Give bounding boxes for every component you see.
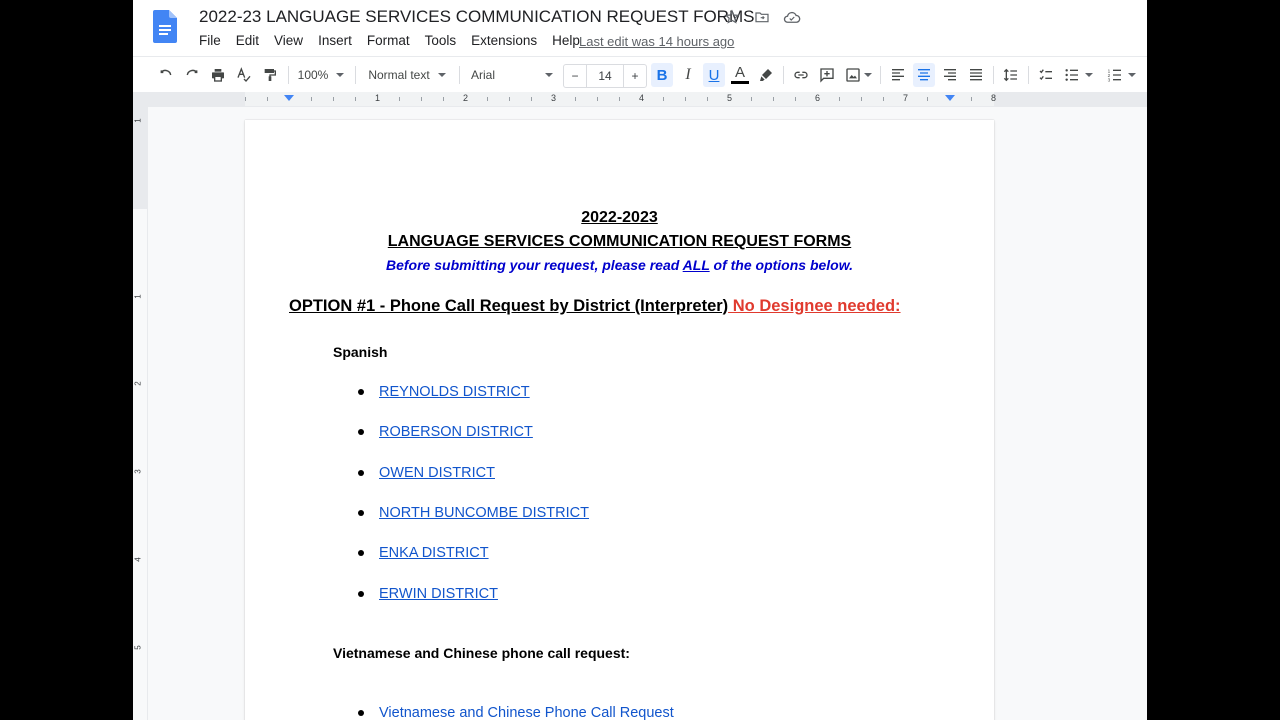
menu-help[interactable]: Help: [552, 33, 580, 48]
ruler-number: 3: [133, 469, 143, 474]
chevron-down-icon: [1085, 73, 1093, 77]
ruler-number: 8: [991, 93, 997, 103]
ruler-number: 2: [133, 381, 143, 386]
ruler-number: 2: [463, 93, 469, 103]
ruler-number: 1: [133, 294, 143, 299]
highlight-icon[interactable]: [755, 63, 777, 87]
document-year-heading: 2022-2023: [581, 209, 658, 226]
add-comment-icon[interactable]: [816, 63, 838, 87]
option-1-title: OPTION #1 - Phone Call Request by District (Interpreter): [289, 297, 729, 315]
list-item: [355, 705, 674, 720]
move-to-folder-icon[interactable]: [753, 8, 771, 26]
ruler-number: 1: [375, 93, 381, 103]
text-color-button[interactable]: [729, 63, 751, 87]
bullet-icon: [358, 710, 364, 716]
title-bar: [133, 0, 1147, 56]
vertical-ruler[interactable]: [133, 106, 148, 720]
ruler-number: 3: [551, 93, 557, 103]
menu-file[interactable]: File: [199, 33, 221, 48]
instructions-subtitle: [245, 257, 994, 273]
left-indent-marker[interactable]: [284, 95, 294, 101]
owen-district-link[interactable]: OWEN DISTRICT: [379, 465, 495, 481]
chevron-down-icon: [1128, 73, 1136, 77]
text-color-swatch: [731, 81, 749, 84]
list-item: [355, 384, 530, 400]
section-spanish: Spanish: [333, 344, 388, 360]
menu-insert[interactable]: Insert: [318, 33, 352, 48]
erwin-district-link[interactable]: ERWIN DISTRICT: [379, 586, 498, 602]
horizontal-ruler[interactable]: [133, 92, 1147, 107]
bullet-icon: [358, 550, 364, 556]
enka-district-link[interactable]: ENKA DISTRICT: [379, 545, 489, 561]
align-center-icon[interactable]: [913, 63, 935, 87]
subtitle-text: Before submitting your request, please read: [386, 257, 683, 273]
docs-logo-icon[interactable]: [153, 10, 177, 43]
ruler-number: 4: [133, 557, 143, 562]
list-item: [355, 424, 533, 440]
menu-view[interactable]: View: [274, 33, 304, 48]
section-vietnamese-chinese: Vietnamese and Chinese phone call request:: [333, 645, 630, 661]
zoom-value: 100%: [297, 68, 329, 82]
bold-button[interactable]: B: [651, 63, 673, 87]
text-color-icon: A: [734, 64, 745, 81]
style-value: Normal text: [368, 68, 430, 82]
font-size-input[interactable]: 14: [598, 69, 612, 83]
bulleted-list-icon[interactable]: [1061, 63, 1095, 87]
line-spacing-icon[interactable]: [1000, 63, 1022, 87]
vietnamese-chinese-request-link[interactable]: Vietnamese and Chinese Phone Call Request: [379, 705, 674, 720]
align-justify-icon[interactable]: [965, 63, 987, 87]
list-item: [355, 586, 498, 602]
ruler-number: 5: [727, 93, 733, 103]
print-icon[interactable]: [207, 63, 229, 87]
subtitle-emphasis: ALL: [682, 257, 710, 273]
spellcheck-icon[interactable]: [233, 63, 255, 87]
ruler-number: 7: [903, 93, 909, 103]
document-title[interactable]: 2022-23 LANGUAGE SERVICES COMMUNICATION REQUEST FORMS: [199, 7, 755, 26]
north-buncombe-district-link[interactable]: NORTH BUNCOMBE DISTRICT: [379, 505, 589, 521]
menu-edit[interactable]: Edit: [235, 33, 260, 48]
underline-button[interactable]: U: [703, 63, 725, 87]
right-indent-marker[interactable]: [945, 95, 955, 101]
chevron-down-icon: [336, 73, 344, 77]
menu-extensions[interactable]: Extensions: [471, 33, 538, 48]
bullet-icon: [358, 389, 364, 395]
increase-font-size-button[interactable]: +: [623, 65, 646, 87]
numbered-list-icon[interactable]: [1103, 63, 1139, 87]
document-page[interactable]: [245, 120, 994, 720]
align-right-icon[interactable]: [939, 63, 961, 87]
list-item: [355, 505, 589, 521]
svg-text:3: 3: [1107, 77, 1110, 83]
font-value: Arial: [471, 68, 496, 82]
list-item: [355, 545, 489, 561]
chevron-down-icon: [864, 73, 872, 77]
bullet-icon: [358, 510, 364, 516]
insert-image-icon[interactable]: [842, 63, 874, 87]
paint-format-icon[interactable]: [259, 63, 281, 87]
align-left-icon[interactable]: [887, 63, 909, 87]
google-docs-window: [133, 0, 1147, 720]
chevron-down-icon: [545, 73, 553, 77]
insert-link-icon[interactable]: [790, 63, 812, 87]
font-family-select[interactable]: [467, 63, 557, 87]
undo-icon[interactable]: [155, 63, 177, 87]
ruler-number: 4: [639, 93, 645, 103]
bullet-icon: [358, 429, 364, 435]
menu-tools[interactable]: Tools: [424, 33, 457, 48]
paragraph-style-select[interactable]: [361, 63, 453, 87]
italic-button[interactable]: I: [685, 66, 691, 83]
document-title-heading: LANGUAGE SERVICES COMMUNICATION REQUEST FORMS: [387, 233, 852, 250]
reynolds-district-link[interactable]: REYNOLDS DISTRICT: [379, 384, 530, 400]
roberson-district-link[interactable]: ROBERSON DISTRICT: [379, 424, 533, 440]
star-icon[interactable]: [723, 8, 741, 26]
subtitle-text: of the options below.: [709, 257, 853, 273]
decrease-font-size-button[interactable]: −: [564, 65, 587, 87]
ruler-number: 6: [815, 93, 821, 103]
bullet-icon: [358, 470, 364, 476]
last-edit-link[interactable]: Last edit was 14 hours ago: [579, 34, 735, 49]
list-item: [355, 465, 495, 481]
chevron-down-icon: [438, 73, 446, 77]
checklist-icon[interactable]: [1035, 63, 1057, 87]
redo-icon[interactable]: [181, 63, 203, 87]
font-size-stepper: [563, 64, 647, 88]
ruler-number: 1: [133, 118, 143, 123]
ruler-number: 5: [133, 645, 143, 650]
menu-format[interactable]: Format: [366, 33, 410, 48]
option-1-note: No Designee needed:: [728, 297, 901, 315]
option-1-heading: [289, 297, 901, 316]
svg-text:2: 2: [1107, 73, 1110, 78]
menu-bar: [199, 33, 595, 48]
svg-text:1: 1: [1107, 68, 1110, 74]
bullet-icon: [358, 591, 364, 597]
cloud-saved-icon[interactable]: [783, 8, 801, 26]
zoom-select[interactable]: [293, 63, 349, 87]
toolbar: [133, 56, 1147, 93]
